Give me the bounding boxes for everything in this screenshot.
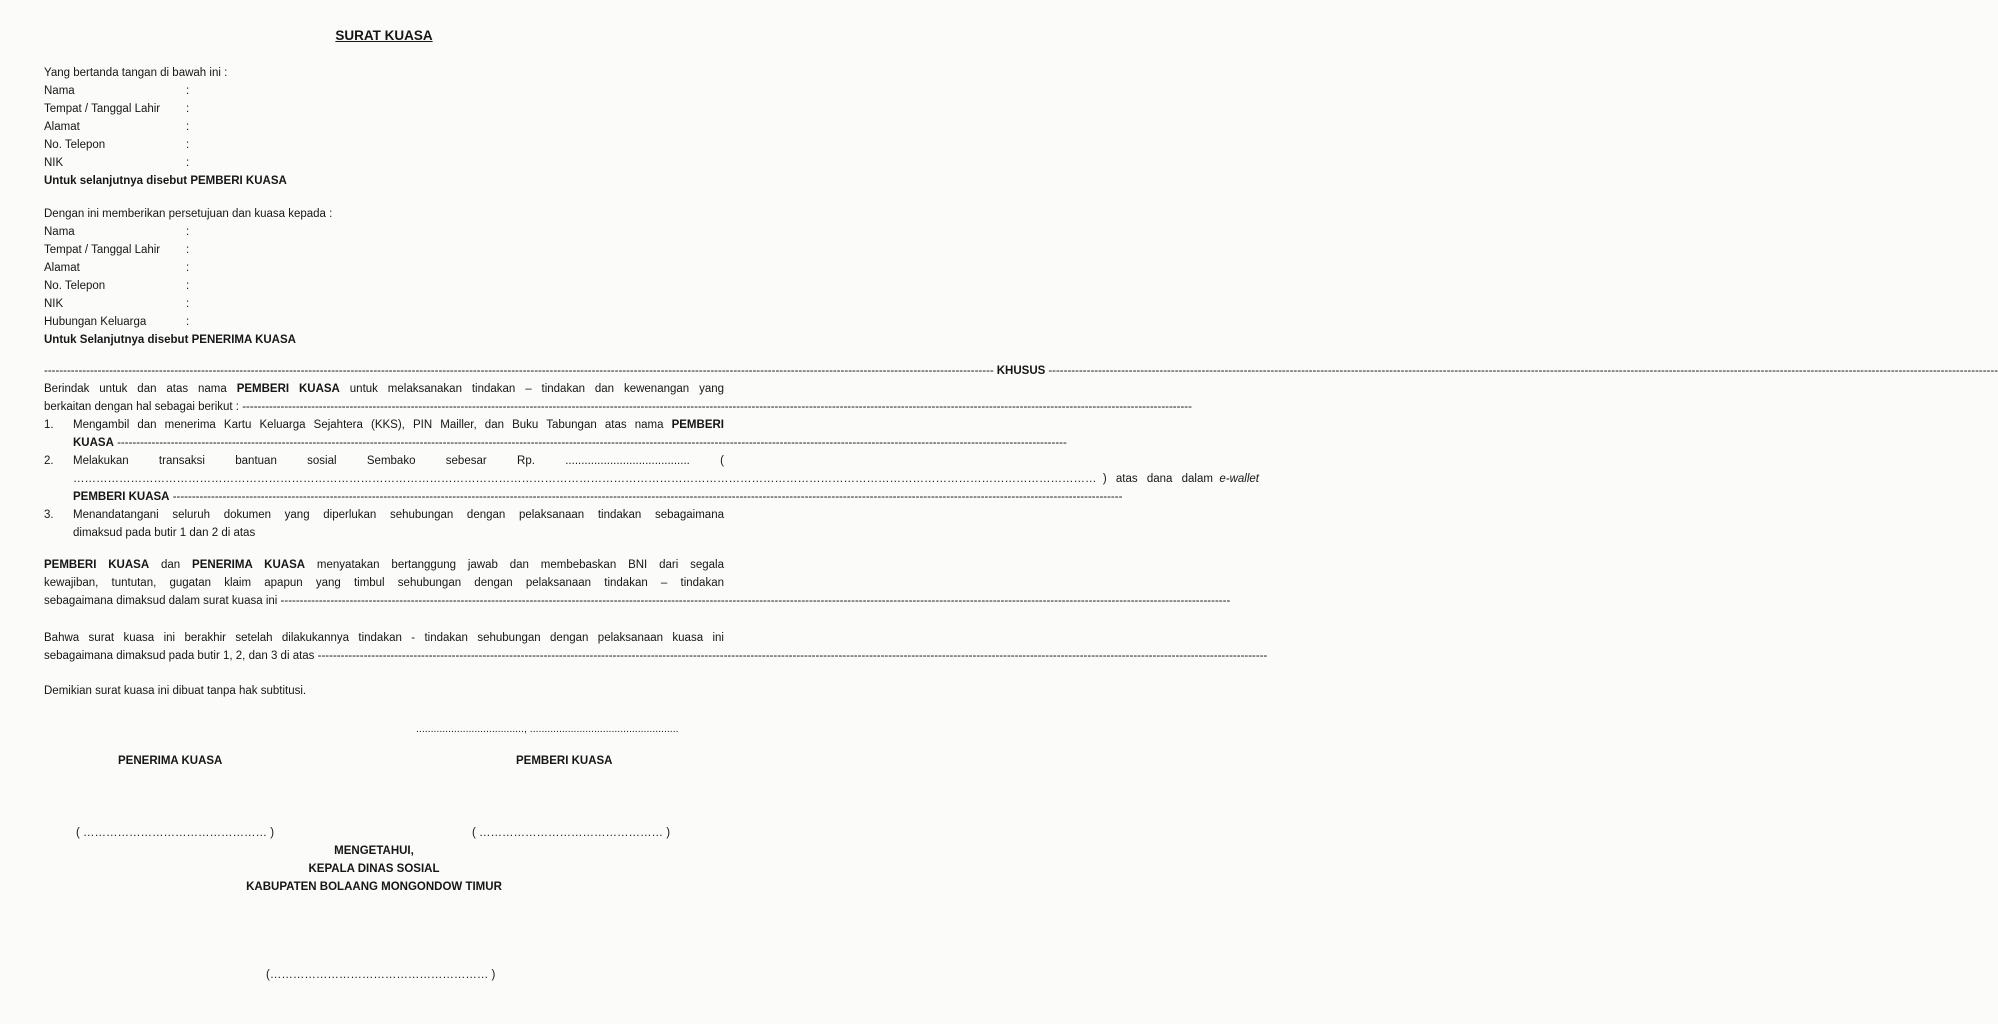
statement-paragraph: PEMBERI KUASA dan PENERIMA KUASA menyatakan bertanggung jawab dan membebaskan BNI dari segala kewajiban, tuntutan, gugatan klaim apapun yang timbul sehubungan dengan pelaksanaan tindakan – tindakan sebagaimana dimaksud dalam surat kuasa ini -------------------------------------------------------------------------------------------------------------------------------------------------------------------------------------------------------------------------------------------------------- <box>44 556 724 610</box>
grantee-signature-title: PENERIMA KUASA <box>118 755 223 767</box>
grantee-signature-blank: ( ………………………………………… ) <box>76 827 275 839</box>
grantee-section <box>44 205 724 349</box>
dash-fill: -------------------------------------------------------------------------------------------------------------------------------------------------------------------------------------------------------------------------------------------------------- <box>44 365 994 377</box>
witness-signature-blank: (………………………………………………… ) <box>266 969 496 981</box>
grantor-section <box>44 64 724 190</box>
khusus-divider <box>44 362 1998 380</box>
grantor-signature-blank: ( ………………………………………… ) <box>472 827 671 839</box>
dash-fill: -------------------------------------------------------------------------------------------------------------------------------------------------------------------------------------------------------------------------------------------------------- <box>317 650 1268 662</box>
list-item-1: 1. Mengambil dan menerima Kartu Keluarga Sejahtera (KKS), PIN Mailler, dan Buku Tabungan atas nama PEMBERI KUASA -------------------------------------------------------------------------------------------------------------------------------------------------------------------------------------------------------------------------------------------------------- <box>44 416 724 452</box>
grantor-field-address: Alamat : <box>44 121 190 133</box>
khusus-paragraph-line2: berkaitan dengan hal sebagai berikut : -------------------------------------------------------------------------------------------------------------------------------------------------------------------------------------------------------------------------------------------------------- <box>44 398 724 416</box>
item-number: 3. <box>44 509 54 521</box>
dot-fill: …………………………………………………………………………………………………………………………………………………………………………………………………………………………………………… <box>73 473 1097 485</box>
grantee-field-relation: Hubungan Keluarga : <box>44 316 190 328</box>
grantor-field-birth: Tempat / Tanggal Lahir : <box>44 103 190 115</box>
item-number: 1. <box>44 419 54 431</box>
grantor-field-phone: No. Telepon : <box>44 139 190 151</box>
grantee-field-phone: No. Telepon : <box>44 280 190 292</box>
list-item-2: 2. Melakukan transaksi bantuan sosial Sembako sebesar Rp. ....................................... ( …………………………………………………………………………………………………………………………………………………………………………………………………………………………………………… ) atas dana dalam e-wallet PEMBERI KUASA -------------------------------------------------------------------------------------------------------------------------------------------------------------------------------------------------------------------------------------------------------- <box>44 452 724 506</box>
grantor-intro: Yang bertanda tangan di bawah ini : <box>44 67 228 79</box>
witness-region: KABUPATEN BOLAANG MONGONDOW TIMUR <box>246 881 502 893</box>
grantor-field-name: Nama : <box>44 85 190 97</box>
list-item-3: 3. Menandatangani seluruh dokumen yang diperlukan sehubungan dengan pelaksanaan tindakan sebagaimana dimaksud pada butir 1 dan 2 di atas <box>44 506 724 542</box>
witness-heading: MENGETAHUI, <box>334 845 414 857</box>
place-date-line: ....................................., ................................................... <box>416 723 679 735</box>
dash-fill: -------------------------------------------------------------------------------------------------------------------------------------------------------------------------------------------------------------------------------------------------------- <box>117 437 1067 449</box>
grantor-signature-title: PEMBERI KUASA <box>516 755 613 767</box>
witness-office: KEPALA DINAS SOSIAL <box>308 863 440 875</box>
document-page <box>44 0 1998 1024</box>
grantee-field-name: Nama : <box>44 226 190 238</box>
dash-fill: -------------------------------------------------------------------------------------------------------------------------------------------------------------------------------------------------------------------------------------------------------- <box>280 595 1231 607</box>
khusus-paragraph: Berindak untuk dan atas nama PEMBERI KUASA untuk melaksanakan tindakan – tindakan dan kewenangan yang <box>44 383 725 395</box>
grantor-field-nik: NIK : <box>44 157 190 169</box>
dash-fill: -------------------------------------------------------------------------------------------------------------------------------------------------------------------------------------------------------------------------------------------------------- <box>1048 365 1998 377</box>
dash-fill: -------------------------------------------------------------------------------------------------------------------------------------------------------------------------------------------------------------------------------------------------------- <box>172 491 1123 503</box>
grantee-field-nik: NIK : <box>44 298 190 310</box>
grantee-closing: Untuk Selanjutnya disebut PENERIMA KUASA <box>44 334 296 346</box>
grantee-field-birth: Tempat / Tanggal Lahir : <box>44 244 190 256</box>
khusus-section <box>44 362 1998 542</box>
document-title: SURAT KUASA <box>335 28 433 43</box>
khusus-label: KHUSUS <box>996 365 1046 377</box>
item-number: 2. <box>44 455 54 467</box>
dash-fill: -------------------------------------------------------------------------------------------------------------------------------------------------------------------------------------------------------------------------------------------------------- <box>242 401 1192 413</box>
grantee-intro: Dengan ini memberikan persetujuan dan kuasa kepada : <box>44 208 333 220</box>
grantee-field-address: Alamat : <box>44 262 190 274</box>
validity-paragraph: Bahwa surat kuasa ini berakhir setelah dilakukannya tindakan - tindakan sehubungan dengan pelaksanaan kuasa ini sebagaimana dimaksud pada butir 1, 2, dan 3 di atas -------------------------------------------------------------------------------------------------------------------------------------------------------------------------------------------------------------------------------------------------------- <box>44 629 724 665</box>
grantor-closing: Untuk selanjutnya disebut PEMBERI KUASA <box>44 175 287 187</box>
closing-sentence: Demikian surat kuasa ini dibuat tanpa hak subtitusi. <box>44 685 307 697</box>
